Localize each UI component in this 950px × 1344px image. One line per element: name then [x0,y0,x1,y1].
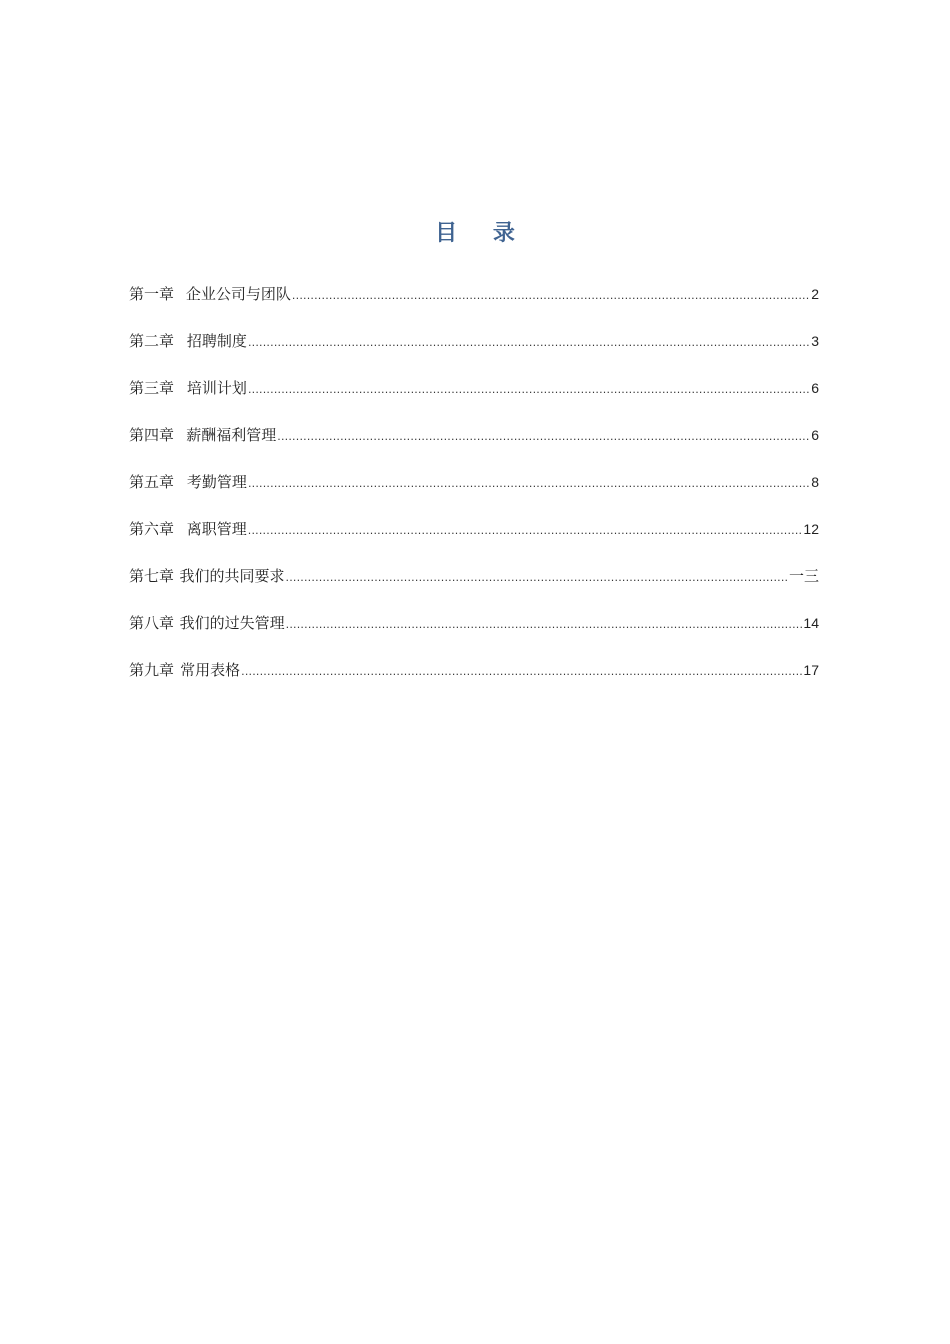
toc-entry-4[interactable] [129,424,819,471]
toc-entry-8[interactable] [129,612,819,659]
toc-page-number: 3 [811,333,819,349]
toc-page-number: 6 [811,427,819,443]
table-of-contents [129,283,819,706]
toc-dot-leader [277,426,810,448]
toc-dot-leader [292,285,810,307]
toc-dot-leader [248,473,810,495]
toc-page-number: 6 [811,380,819,396]
toc-chapter-number: 第六章 [129,520,175,538]
toc-dot-leader [241,661,802,683]
toc-page-number: 12 [803,521,819,537]
toc-chapter-number: 第七章 [129,567,175,585]
toc-chapter-title: 培训计划 [186,379,247,397]
toc-dot-leader [248,379,810,401]
toc-page-number: 17 [803,662,819,678]
toc-chapter-number: 第三章 [129,379,175,397]
toc-chapter-title: 我们的共同要求 [179,567,285,585]
toc-chapter-number: 第五章 [129,473,175,491]
toc-dot-leader [286,614,803,636]
toc-chapter-title: 我们的过失管理 [179,614,285,632]
toc-chapter-title: 考勤管理 [186,473,247,491]
toc-page-number: 一三 [788,567,819,585]
toc-page-number: 14 [803,615,819,631]
toc-entry-3[interactable] [129,377,819,424]
toc-chapter-number: 第八章 [129,614,175,632]
toc-chapter-number: 第九章 [129,661,175,679]
toc-chapter-number: 第四章 [129,426,175,444]
toc-chapter-title: 企业公司与团队 [185,285,291,303]
toc-dot-leader [248,332,810,354]
toc-chapter-number: 第一章 [129,285,175,303]
toc-chapter-title: 薪酬福利管理 [186,426,277,444]
toc-entry-1[interactable] [129,283,819,330]
toc-chapter-number: 第二章 [129,332,175,350]
toc-page-number: 8 [811,474,819,490]
toc-entry-6[interactable] [129,518,819,565]
toc-chapter-title: 离职管理 [186,520,247,538]
toc-chapter-title: 招聘制度 [186,332,247,350]
toc-entry-9[interactable] [129,659,819,706]
toc-page-number: 2 [811,286,819,302]
toc-entry-7[interactable] [129,565,819,612]
toc-chapter-title: 常用表格 [180,661,241,679]
toc-entry-5[interactable] [129,471,819,518]
toc-dot-leader [248,520,803,542]
toc-dot-leader [286,567,788,589]
toc-entry-2[interactable] [129,330,819,377]
toc-title: 目 录 [435,221,529,246]
